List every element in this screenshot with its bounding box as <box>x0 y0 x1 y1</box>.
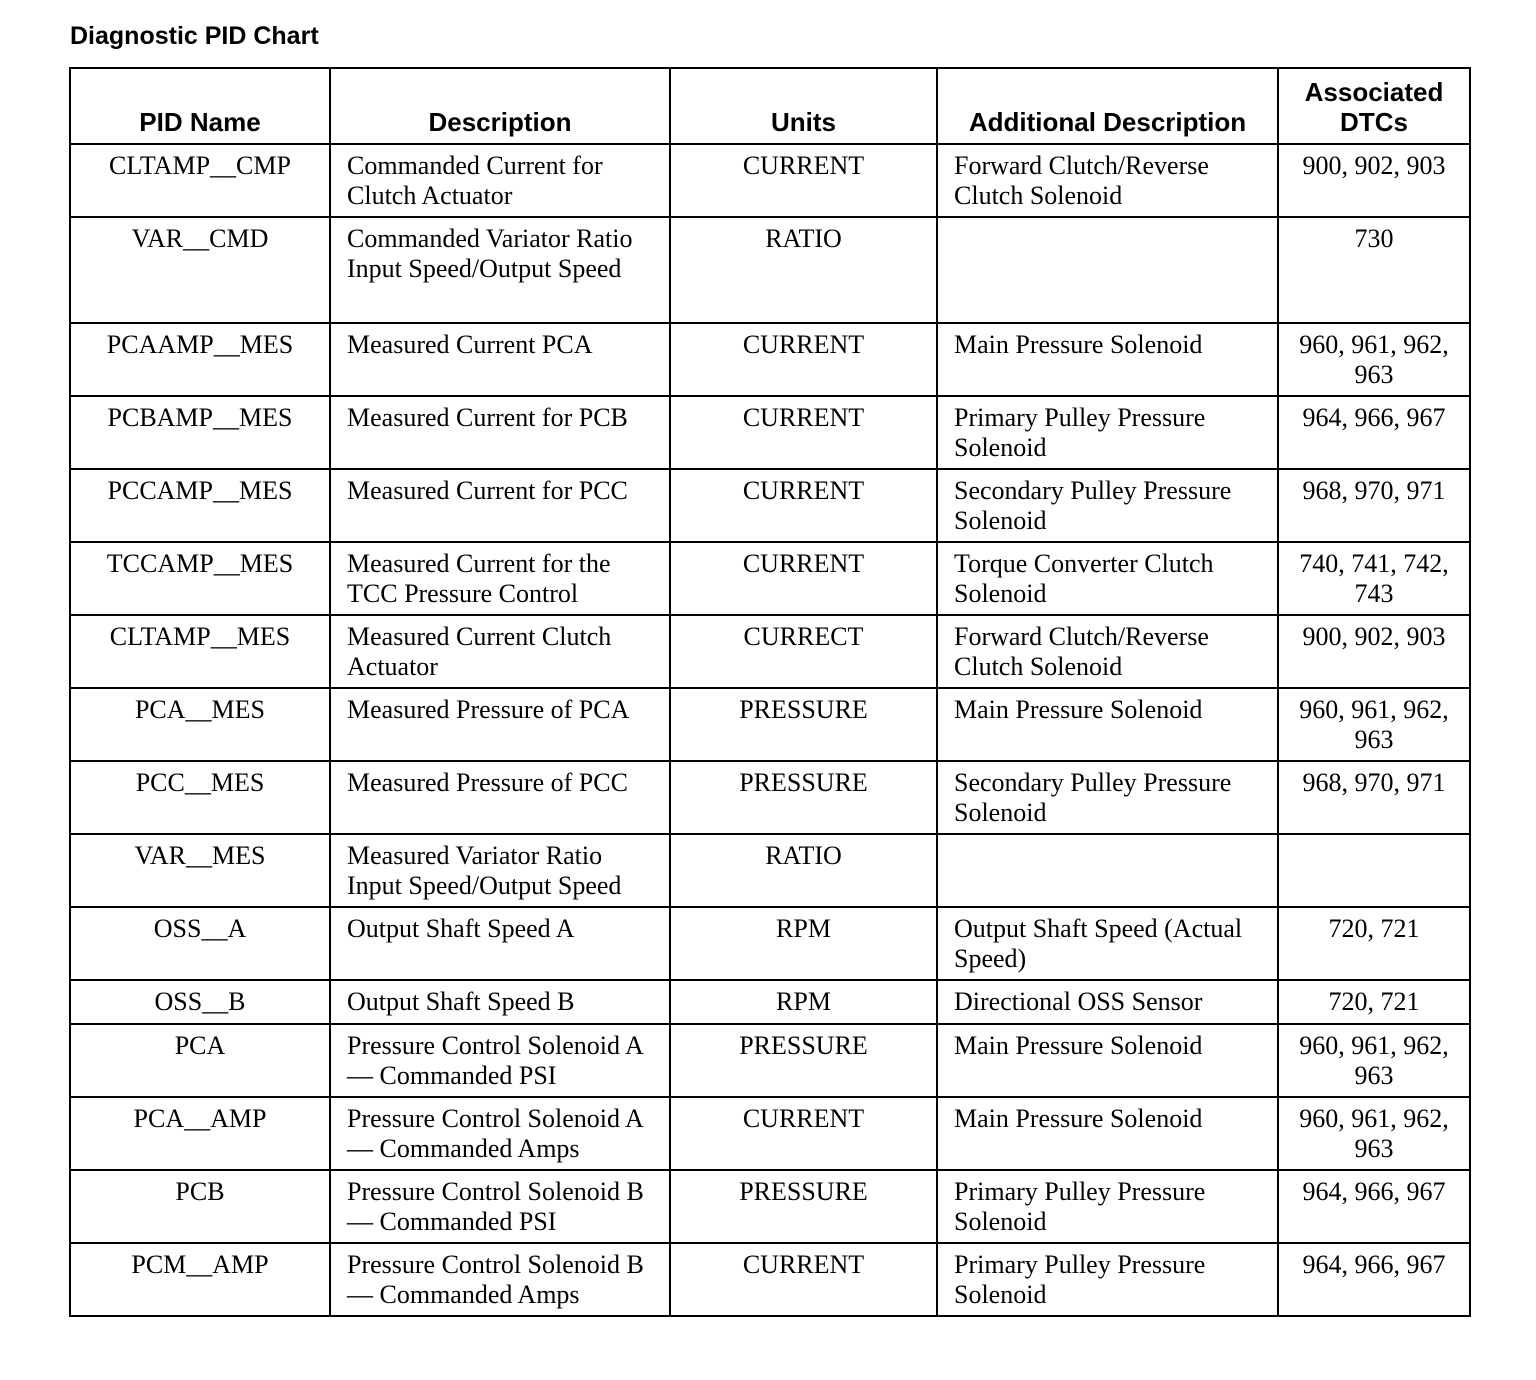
cell-pid-name: CLTAMP__CMP <box>70 144 330 217</box>
cell-description: Pressure Control Solenoid B — Commanded PSI <box>330 1170 670 1243</box>
cell-associated-dtcs: 968, 970, 971 <box>1278 469 1470 542</box>
cell-description: Measured Current PCA <box>330 323 670 396</box>
cell-associated-dtcs: 960, 961, 962, 963 <box>1278 688 1470 761</box>
cell-additional-description: Primary Pulley Pressure Solenoid <box>937 1243 1278 1316</box>
cell-description: Pressure Control Solenoid A — Commanded PSI <box>330 1024 670 1097</box>
table-row <box>70 980 1470 1024</box>
table-row <box>70 834 1470 907</box>
cell-description: Measured Pressure of PCA <box>330 688 670 761</box>
cell-units: CURRECT <box>670 615 937 688</box>
cell-additional-description <box>937 217 1278 323</box>
cell-units: CURRENT <box>670 469 937 542</box>
cell-additional-description: Output Shaft Speed (Actual Speed) <box>937 907 1278 980</box>
table-row <box>70 1097 1470 1170</box>
cell-pid-name: OSS__B <box>70 980 330 1024</box>
cell-description: Pressure Control Solenoid B — Commanded Amps <box>330 1243 670 1316</box>
cell-associated-dtcs: 960, 961, 962, 963 <box>1278 323 1470 396</box>
table-row <box>70 688 1470 761</box>
cell-additional-description: Main Pressure Solenoid <box>937 1097 1278 1170</box>
cell-pid-name: PCCAMP__MES <box>70 469 330 542</box>
cell-units: CURRENT <box>670 323 937 396</box>
table-row <box>70 761 1470 834</box>
cell-additional-description: Secondary Pulley Pressure Solenoid <box>937 469 1278 542</box>
cell-associated-dtcs: 964, 966, 967 <box>1278 1170 1470 1243</box>
cell-pid-name: VAR__CMD <box>70 217 330 323</box>
cell-pid-name: PCA__MES <box>70 688 330 761</box>
cell-pid-name: PCAAMP__MES <box>70 323 330 396</box>
cell-description: Measured Variator Ratio Input Speed/Output Speed <box>330 834 670 907</box>
cell-associated-dtcs: 730 <box>1278 217 1470 323</box>
table-row <box>70 469 1470 542</box>
table-row <box>70 396 1470 469</box>
cell-units: CURRENT <box>670 144 937 217</box>
cell-description: Output Shaft Speed B <box>330 980 670 1024</box>
cell-additional-description: Main Pressure Solenoid <box>937 1024 1278 1097</box>
table-row <box>70 1024 1470 1097</box>
cell-description: Commanded Variator Ratio Input Speed/Output Speed <box>330 217 670 323</box>
table-row <box>70 217 1470 323</box>
cell-pid-name: PCBAMP__MES <box>70 396 330 469</box>
cell-additional-description: Forward Clutch/Reverse Clutch Solenoid <box>937 615 1278 688</box>
header-row <box>70 68 1470 144</box>
cell-additional-description: Torque Converter Clutch Solenoid <box>937 542 1278 615</box>
cell-pid-name: TCCAMP__MES <box>70 542 330 615</box>
cell-pid-name: PCA__AMP <box>70 1097 330 1170</box>
cell-associated-dtcs: 720, 721 <box>1278 980 1470 1024</box>
cell-pid-name: PCC__MES <box>70 761 330 834</box>
cell-additional-description: Forward Clutch/Reverse Clutch Solenoid <box>937 144 1278 217</box>
cell-pid-name: PCM__AMP <box>70 1243 330 1316</box>
table-row <box>70 542 1470 615</box>
cell-associated-dtcs: 900, 902, 903 <box>1278 615 1470 688</box>
page-title: Diagnostic PID Chart <box>70 22 319 50</box>
cell-associated-dtcs: 964, 966, 967 <box>1278 396 1470 469</box>
cell-description: Commanded Current for Clutch Actuator <box>330 144 670 217</box>
table-row <box>70 907 1470 980</box>
cell-units: RATIO <box>670 834 937 907</box>
cell-associated-dtcs: 720, 721 <box>1278 907 1470 980</box>
cell-associated-dtcs: 740, 741, 742, 743 <box>1278 542 1470 615</box>
cell-units: RPM <box>670 980 937 1024</box>
cell-units: CURRENT <box>670 542 937 615</box>
header-units: Units <box>670 68 937 144</box>
cell-pid-name: PCB <box>70 1170 330 1243</box>
cell-units: PRESSURE <box>670 1170 937 1243</box>
cell-description: Pressure Control Solenoid A — Commanded Amps <box>330 1097 670 1170</box>
cell-pid-name: OSS__A <box>70 907 330 980</box>
table-row <box>70 615 1470 688</box>
header-pid-name: PID Name <box>70 68 330 144</box>
cell-description: Measured Current Clutch Actuator <box>330 615 670 688</box>
table-row <box>70 144 1470 217</box>
cell-units: PRESSURE <box>670 688 937 761</box>
cell-units: PRESSURE <box>670 761 937 834</box>
cell-associated-dtcs: 900, 902, 903 <box>1278 144 1470 217</box>
cell-additional-description: Primary Pulley Pressure Solenoid <box>937 1170 1278 1243</box>
header-description: Description <box>330 68 670 144</box>
cell-units: RATIO <box>670 217 937 323</box>
cell-pid-name: CLTAMP__MES <box>70 615 330 688</box>
header-additional-description: Additional Description <box>937 68 1278 144</box>
cell-additional-description <box>937 834 1278 907</box>
cell-associated-dtcs: 960, 961, 962, 963 <box>1278 1097 1470 1170</box>
cell-additional-description: Primary Pulley Pressure Solenoid <box>937 396 1278 469</box>
cell-pid-name: VAR__MES <box>70 834 330 907</box>
cell-description: Measured Current for PCC <box>330 469 670 542</box>
cell-additional-description: Main Pressure Solenoid <box>937 323 1278 396</box>
cell-associated-dtcs: 968, 970, 971 <box>1278 761 1470 834</box>
cell-additional-description: Secondary Pulley Pressure Solenoid <box>937 761 1278 834</box>
diagnostic-pid-table <box>69 67 1471 1317</box>
cell-units: RPM <box>670 907 937 980</box>
cell-associated-dtcs <box>1278 834 1470 907</box>
cell-description: Output Shaft Speed A <box>330 907 670 980</box>
cell-units: PRESSURE <box>670 1024 937 1097</box>
cell-additional-description: Directional OSS Sensor <box>937 980 1278 1024</box>
table-row <box>70 1243 1470 1316</box>
table-row <box>70 323 1470 396</box>
cell-associated-dtcs: 960, 961, 962, 963 <box>1278 1024 1470 1097</box>
cell-description: Measured Pressure of PCC <box>330 761 670 834</box>
cell-units: CURRENT <box>670 1243 937 1316</box>
cell-units: CURRENT <box>670 1097 937 1170</box>
cell-additional-description: Main Pressure Solenoid <box>937 688 1278 761</box>
cell-description: Measured Current for PCB <box>330 396 670 469</box>
header-associated-dtcs: Associated DTCs <box>1278 68 1470 144</box>
cell-pid-name: PCA <box>70 1024 330 1097</box>
cell-description: Measured Current for the TCC Pressure Control <box>330 542 670 615</box>
cell-associated-dtcs: 964, 966, 967 <box>1278 1243 1470 1316</box>
table-row <box>70 1170 1470 1243</box>
cell-units: CURRENT <box>670 396 937 469</box>
